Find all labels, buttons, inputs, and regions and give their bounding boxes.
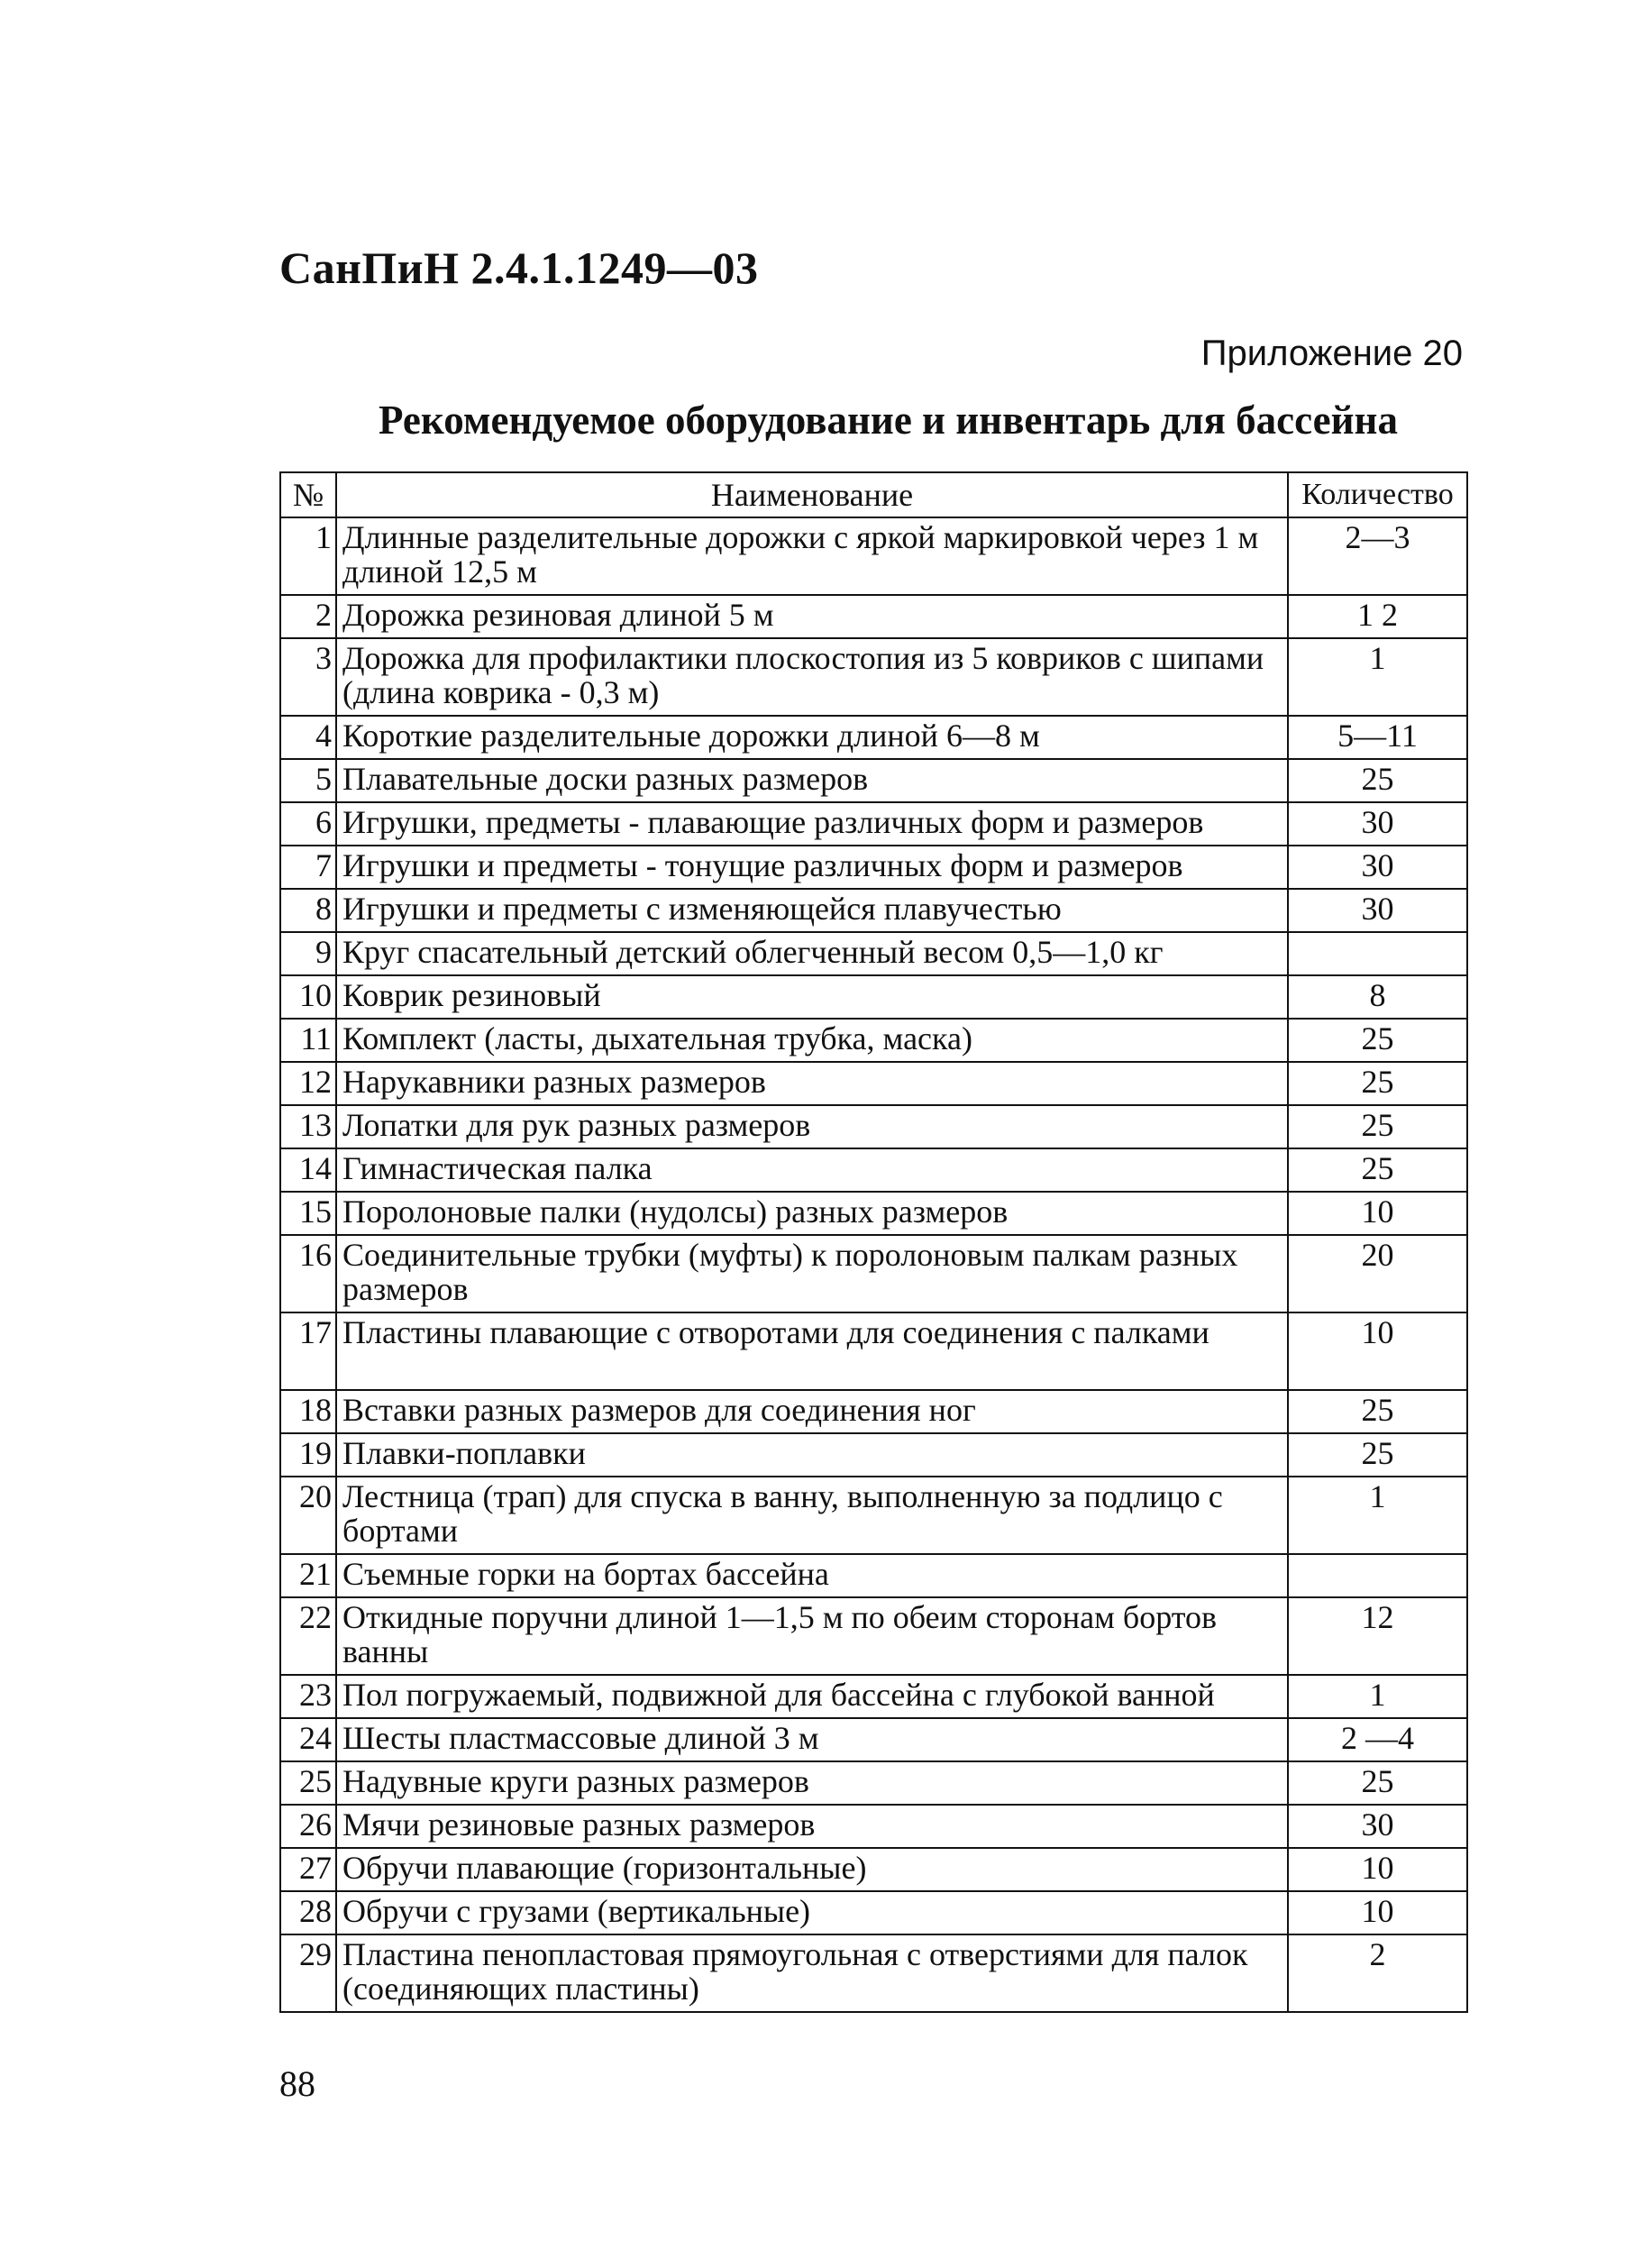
row-name: Игрушки, предметы - плавающие различных форм и размеров (336, 802, 1288, 846)
row-name: Пластины плавающие с отворотами для соединения с палками (336, 1312, 1288, 1390)
column-header-quantity: Количество (1288, 472, 1467, 517)
row-quantity: 30 (1288, 1805, 1467, 1848)
row-name: Обручи плавающие (горизонтальные) (336, 1848, 1288, 1891)
row-name: Длинные разделительные дорожки с яркой маркировкой через 1 м длиной 12,5 м (336, 517, 1288, 595)
row-name: Плавки-поплавки (336, 1433, 1288, 1477)
row-quantity: 30 (1288, 846, 1467, 889)
row-name: Лестница (трап) для спуска в ванну, выполненную за подлицо с бортами (336, 1477, 1288, 1554)
row-name: Гимнастическая палка (336, 1148, 1288, 1192)
row-number: 20 (280, 1477, 336, 1554)
row-quantity: 2 —4 (1288, 1718, 1467, 1761)
table-row (280, 1848, 1467, 1891)
row-number: 2 (280, 595, 336, 638)
table-row (280, 1761, 1467, 1805)
row-quantity: 10 (1288, 1891, 1467, 1934)
row-number: 13 (280, 1105, 336, 1148)
row-number: 10 (280, 975, 336, 1019)
row-name: Лопатки для рук разных размеров (336, 1105, 1288, 1148)
row-number: 18 (280, 1390, 336, 1433)
row-name: Короткие разделительные дорожки длиной 6—8 м (336, 716, 1288, 759)
row-number: 15 (280, 1192, 336, 1235)
row-name: Мячи резиновые разных размеров (336, 1805, 1288, 1848)
table-row (280, 759, 1467, 802)
table-row (280, 1192, 1467, 1235)
table-row (280, 1805, 1467, 1848)
column-header-number: № (280, 472, 336, 517)
row-number: 7 (280, 846, 336, 889)
row-quantity: 20 (1288, 1235, 1467, 1312)
row-number: 12 (280, 1062, 336, 1105)
table-row (280, 975, 1467, 1019)
table-row (280, 1597, 1467, 1675)
row-number: 17 (280, 1312, 336, 1390)
table-row (280, 932, 1467, 975)
row-number: 14 (280, 1148, 336, 1192)
table-row (280, 1934, 1467, 2012)
table-row (280, 1312, 1467, 1390)
row-number: 23 (280, 1675, 336, 1718)
table-row (280, 889, 1467, 932)
row-quantity: 10 (1288, 1312, 1467, 1390)
row-number: 8 (280, 889, 336, 932)
row-number: 29 (280, 1934, 336, 2012)
table-row (280, 1554, 1467, 1597)
row-name: Игрушки и предметы - тонущие различных форм и размеров (336, 846, 1288, 889)
row-quantity: 30 (1288, 802, 1467, 846)
table-row (280, 1235, 1467, 1312)
table-row (280, 716, 1467, 759)
table-row (280, 1718, 1467, 1761)
table-row (280, 1019, 1467, 1062)
row-number: 6 (280, 802, 336, 846)
appendix-label: Приложение 20 (1200, 334, 1463, 373)
row-quantity: 25 (1288, 1433, 1467, 1477)
row-quantity: 1 2 (1288, 595, 1467, 638)
table-row (280, 1390, 1467, 1433)
row-number: 3 (280, 638, 336, 716)
row-quantity: 2—3 (1288, 517, 1467, 595)
row-number: 19 (280, 1433, 336, 1477)
row-number: 1 (280, 517, 336, 595)
row-number: 24 (280, 1718, 336, 1761)
row-number: 26 (280, 1805, 336, 1848)
row-number: 28 (280, 1891, 336, 1934)
row-name: Пластина пенопластовая прямоугольная с отверстиями для палок (соединяющих пластины) (336, 1934, 1288, 2012)
row-number: 9 (280, 932, 336, 975)
row-name: Плавательные доски разных размеров (336, 759, 1288, 802)
table-row (280, 1675, 1467, 1718)
table-row (280, 846, 1467, 889)
row-number: 27 (280, 1848, 336, 1891)
row-quantity: 25 (1288, 1390, 1467, 1433)
row-name: Дорожка резиновая длиной 5 м (336, 595, 1288, 638)
row-quantity: 25 (1288, 1019, 1467, 1062)
row-name: Обручи с грузами (вертикальные) (336, 1891, 1288, 1934)
column-header-name: Наименование (336, 472, 1288, 517)
row-quantity: 5—11 (1288, 716, 1467, 759)
row-name: Комплект (ласты, дыхательная трубка, маска) (336, 1019, 1288, 1062)
table-header-row (280, 472, 1467, 517)
row-name: Откидные поручни длиной 1—1,5 м по обеим сторонам бортов ванны (336, 1597, 1288, 1675)
row-quantity (1288, 932, 1467, 975)
page-number: 88 (279, 2063, 315, 2104)
table-row (280, 1105, 1467, 1148)
row-name: Пол погружаемый, подвижной для бассейна с глубокой ванной (336, 1675, 1288, 1718)
row-number: 25 (280, 1761, 336, 1805)
row-quantity: 25 (1288, 759, 1467, 802)
row-name: Коврик резиновый (336, 975, 1288, 1019)
table-row (280, 1477, 1467, 1554)
row-number: 11 (280, 1019, 336, 1062)
table-row (280, 1062, 1467, 1105)
row-name: Съемные горки на бортах бассейна (336, 1554, 1288, 1597)
table-row (280, 802, 1467, 846)
row-quantity: 10 (1288, 1192, 1467, 1235)
row-name: Соединительные трубки (муфты) к поролоновым палкам разных размеров (336, 1235, 1288, 1312)
table-row (280, 1148, 1467, 1192)
row-number: 21 (280, 1554, 336, 1597)
row-name: Вставки разных размеров для соединения ног (336, 1390, 1288, 1433)
row-quantity: 25 (1288, 1062, 1467, 1105)
row-name: Поролоновые палки (нудолсы) разных размеров (336, 1192, 1288, 1235)
row-quantity: 25 (1288, 1148, 1467, 1192)
row-quantity: 10 (1288, 1848, 1467, 1891)
row-quantity: 30 (1288, 889, 1467, 932)
table-row (280, 595, 1467, 638)
row-quantity: 1 (1288, 1675, 1467, 1718)
row-number: 4 (280, 716, 336, 759)
row-quantity: 8 (1288, 975, 1467, 1019)
equipment-table (279, 471, 1468, 2013)
row-name: Круг спасательный детский облегченный весом 0,5—1,0 кг (336, 932, 1288, 975)
row-number: 16 (280, 1235, 336, 1312)
page-title: Рекомендуемое оборудование и инвентарь для бассейна (379, 398, 1398, 443)
table-body (280, 517, 1467, 2012)
row-quantity: 1 (1288, 1477, 1467, 1554)
row-number: 5 (280, 759, 336, 802)
row-name: Шесты пластмассовые длиной 3 м (336, 1718, 1288, 1761)
row-name: Надувные круги разных размеров (336, 1761, 1288, 1805)
table-row (280, 1891, 1467, 1934)
document-code: СанПиН 2.4.1.1249—03 (279, 242, 759, 293)
row-quantity: 1 (1288, 638, 1467, 716)
row-quantity (1288, 1554, 1467, 1597)
table-row (280, 1433, 1467, 1477)
row-name: Нарукавники разных размеров (336, 1062, 1288, 1105)
row-quantity: 25 (1288, 1105, 1467, 1148)
row-name: Дорожка для профилактики плоскостопия из 5 ковриков с шипами (длина коврика - 0,3 м) (336, 638, 1288, 716)
table-row (280, 517, 1467, 595)
table-row (280, 638, 1467, 716)
row-quantity: 25 (1288, 1761, 1467, 1805)
row-name: Игрушки и предметы с изменяющейся плавучестью (336, 889, 1288, 932)
row-quantity: 12 (1288, 1597, 1467, 1675)
row-quantity: 2 (1288, 1934, 1467, 2012)
row-number: 22 (280, 1597, 336, 1675)
